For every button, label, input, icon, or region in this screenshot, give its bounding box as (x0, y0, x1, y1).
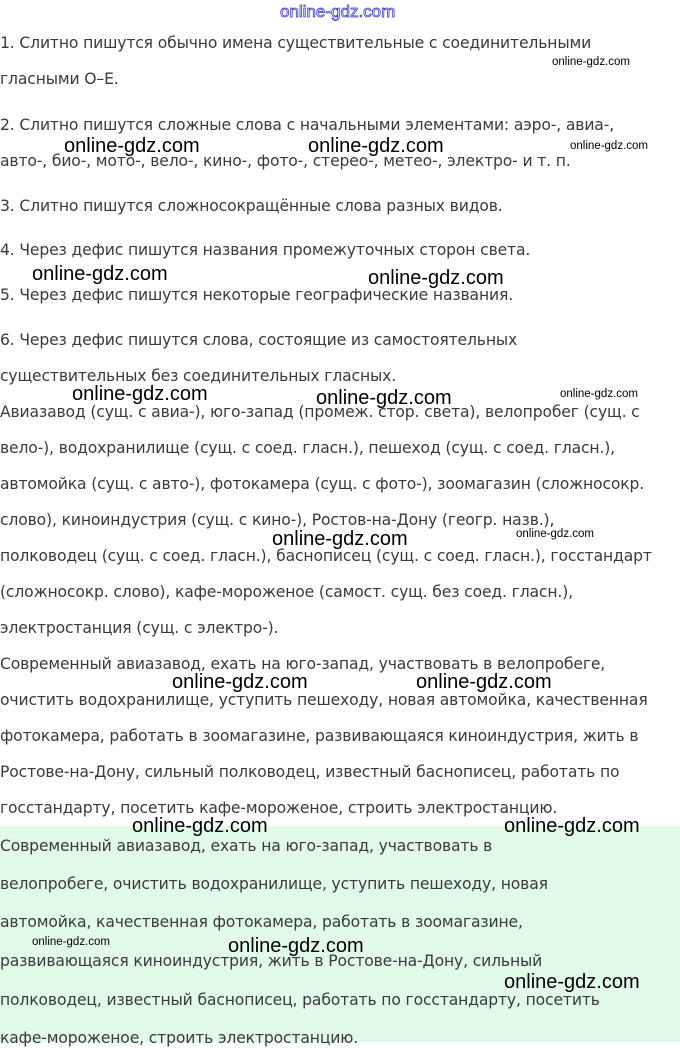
watermark: online-gdz.com (228, 935, 364, 957)
watermark: online-gdz.com (416, 671, 552, 693)
watermark: online-gdz.com (308, 135, 444, 157)
analysis-line-5: полководец (сущ. с соед. гласн.), баснописец (сущ. с соед. гласн.), госстандарт (0, 547, 652, 565)
phrases-line-2: очистить водохранилище, уступить пешеходу, новая автомойка, качественная (0, 691, 648, 709)
phrases-line-1: Современный авиазавод, ехать на юго-запад, участвовать в велопробеге, (0, 655, 606, 673)
answer-line-5: полководец, известный баснописец, работать по госстандарту, посетить (0, 991, 600, 1009)
watermark: online-gdz.com (560, 388, 638, 400)
rule-2-line-2: авто-, био-, мото-, вело-, кино-, фото-, стерео-, метео-, электро- и т. п. (0, 152, 571, 170)
rule-5: 5. Через дефис пишутся некоторые географические названия. (0, 286, 514, 304)
analysis-line-4: слово), киноиндустрия (сущ. с кино-), Ростов-на-Дону (геогр. назв.), (0, 511, 555, 529)
phrases-line-5: госстандарту, посетить кафе-мороженое, строить электростанцию. (0, 799, 558, 817)
phrases-line-3: фотокамера, работать в зоомагазине, развивающаяся киноиндустрия, жить в (0, 727, 639, 745)
watermark: online-gdz.com (72, 383, 208, 405)
analysis-line-1: Авиазавод (сущ. с авиа-), юго-запад (промеж. стор. света), велопробег (сущ. с (0, 403, 640, 421)
rule-1-line-2: гласными О–Е. (0, 70, 119, 88)
watermark: online-gdz.com (516, 528, 594, 540)
phrases-line-4: Ростове-на-Дону, сильный полководец, известный баснописец, работать по (0, 763, 620, 781)
rule-1-line-1: 1. Слитно пишутся обычно имена существительные с соединительными (0, 34, 592, 52)
watermark: online-gdz.com (552, 56, 630, 68)
watermark: online-gdz.com (272, 528, 408, 550)
rule-3: 3. Слитно пишутся сложносокращённые слова разных видов. (0, 197, 503, 215)
watermark: online-gdz.com (172, 671, 308, 693)
answer-line-3: автомойка, качественная фотокамера, работать в зоомагазине, (0, 913, 523, 931)
rule-6-line-2: существительных без соединительных гласных. (0, 367, 397, 385)
analysis-line-3: автомойка (сущ. с авто-), фотокамера (сущ. с фото-), зоомагазин (сложносокр. (0, 475, 645, 493)
watermark: online-gdz.com (132, 815, 268, 837)
answer-line-1: Современный авиазавод, ехать на юго-запад, участвовать в (0, 837, 493, 855)
answer-line-4: развивающаяся киноиндустрия, жить в Ростове-на-Дону, сильный (0, 952, 543, 970)
rule-6-line-1: 6. Через дефис пишутся слова, состоящие из самостоятельных (0, 331, 518, 349)
watermark: online-gdz.com (32, 936, 110, 948)
analysis-line-6: (сложносокр. слово), кафе-мороженое (самост. сущ. без соед. гласн.), (0, 583, 573, 601)
rule-4: 4. Через дефис пишутся названия промежуточных сторон света. (0, 241, 531, 259)
answer-line-6: кафе-мороженое, строить электростанцию. (0, 1029, 359, 1047)
watermark-top-link[interactable]: online-gdz.com (280, 2, 396, 21)
rule-2-line-1: 2. Слитно пишутся сложные слова с начальными элементами: аэро-, авиа-, (0, 116, 614, 134)
watermark: online-gdz.com (316, 387, 452, 409)
watermark: online-gdz.com (64, 135, 200, 157)
watermark: online-gdz.com (504, 815, 640, 837)
watermark: online-gdz.com (368, 267, 504, 289)
analysis-line-7: электростанция (сущ. с электро-). (0, 619, 279, 637)
answer-line-2: велопробеге, очистить водохранилище, уступить пешеходу, новая (0, 875, 548, 893)
analysis-line-2: вело-), водохранилище (сущ. с соед. гласн.), пешеход (сущ. с соед. гласн.), (0, 439, 615, 457)
watermark: online-gdz.com (504, 971, 640, 993)
watermark: online-gdz.com (570, 140, 648, 152)
watermark: online-gdz.com (32, 263, 168, 285)
